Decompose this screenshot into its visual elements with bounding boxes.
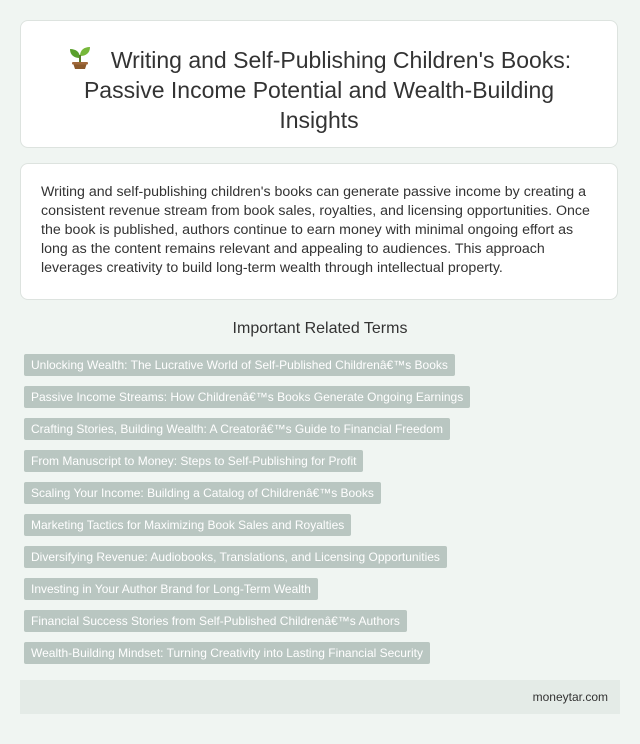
related-terms-list <box>24 354 624 674</box>
related-term-tag[interactable]: Crafting Stories, Building Wealth: A Creatorâ€™s Guide to Financial Freedom <box>24 418 450 440</box>
related-term-tag[interactable]: Wealth-Building Mindset: Turning Creativity into Lasting Financial Security <box>24 642 430 664</box>
footer <box>20 680 620 714</box>
related-term-tag[interactable]: Financial Success Stories from Self-Published Childrenâ€™s Authors <box>24 610 407 632</box>
related-term-tag[interactable]: Marketing Tactics for Maximizing Book Sales and Royalties <box>24 514 351 536</box>
related-term-tag[interactable]: Passive Income Streams: How Childrenâ€™s Books Generate Ongoing Earnings <box>24 386 470 408</box>
intro-card <box>20 163 618 300</box>
related-term-tag[interactable]: Unlocking Wealth: The Lucrative World of Self-Published Childrenâ€™s Books <box>24 354 455 376</box>
title-card <box>20 20 618 148</box>
related-term-tag[interactable]: Diversifying Revenue: Audiobooks, Translations, and Licensing Opportunities <box>24 546 447 568</box>
related-term-tag[interactable]: Investing in Your Author Brand for Long-Term Wealth <box>24 578 318 600</box>
page-title-line-1: Writing and Self-Publishing Children's Books: <box>45 45 593 75</box>
related-terms-heading: Important Related Terms <box>232 320 408 337</box>
page-title-line-3: Insights <box>279 107 359 133</box>
footer-site-link[interactable]: moneytar.com <box>532 690 608 704</box>
sprout-icon <box>67 46 93 70</box>
intro-paragraph: Writing and self-publishing children's books can generate passive income by creating a consistent revenue stream from book sales, royalties, and licensing opportunities. Once the book is published, authors continue to earn money with minimal ongoing effort as long as the content remains relevant and appealing to audiences. This approach leverages creativity to build long-term wealth through intellectual property. <box>41 184 590 276</box>
related-term-tag[interactable]: From Manuscript to Money: Steps to Self-Publishing for Profit <box>24 450 363 472</box>
related-term-tag[interactable]: Scaling Your Income: Building a Catalog of Childrenâ€™s Books <box>24 482 381 504</box>
page-title-line-2: Passive Income Potential and Wealth-Building <box>83 77 555 103</box>
